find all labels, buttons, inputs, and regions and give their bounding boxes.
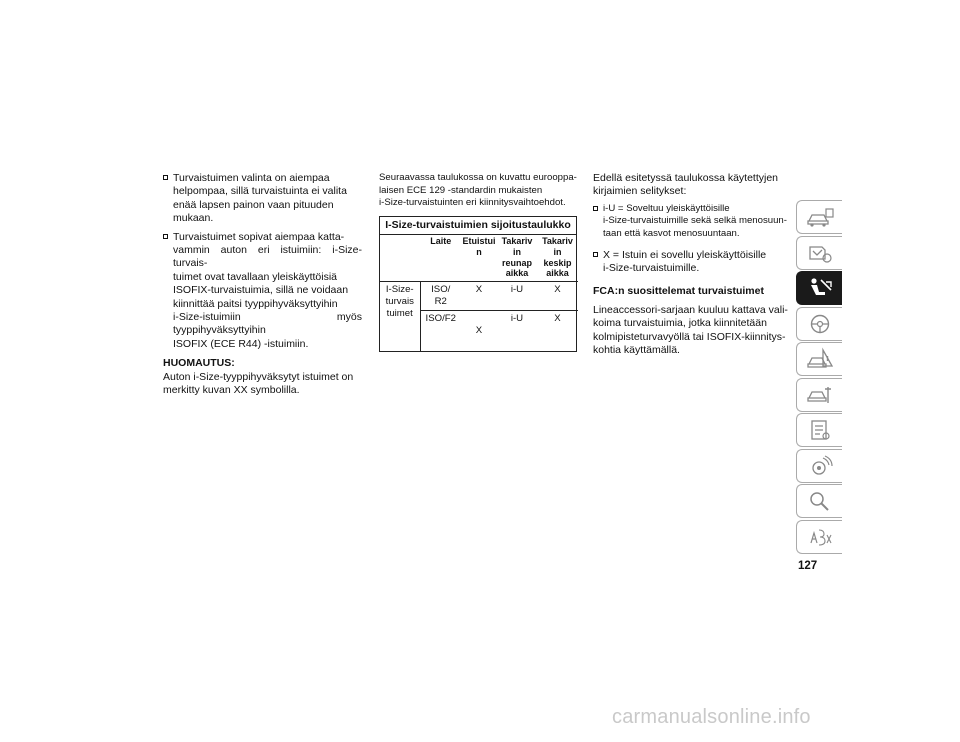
bullet-square-icon bbox=[593, 206, 598, 211]
middle-intro: Seuraavassa taulukossa on kuvattu eurooppa- laisen ECE 129 -standardin mukaisten i-Size-turvaistuinten eri kiinnitysvaihtoehdot. bbox=[379, 172, 577, 209]
index-icon bbox=[805, 525, 835, 549]
table-header-cell bbox=[380, 235, 420, 282]
bullet-square-icon bbox=[163, 234, 168, 239]
section-heading: FCA:n suosittelemat turvaistuimet bbox=[593, 285, 764, 298]
tab-seat-safety[interactable] bbox=[796, 271, 842, 305]
tab-specifications[interactable] bbox=[796, 413, 842, 447]
car-info-icon bbox=[805, 205, 835, 229]
legend-iu: i-U = Soveltuu yleiskäyttöisille i-Size-turvaistuimille sekä selkä menosuun- taan että kasvot menosuuntaan. bbox=[593, 203, 792, 241]
tab-multimedia[interactable] bbox=[796, 449, 842, 483]
left-column bbox=[163, 172, 362, 398]
steering-wheel-icon bbox=[805, 312, 835, 336]
table-cell: i-U bbox=[510, 312, 524, 324]
watermark: carmanualsonline.info bbox=[612, 706, 811, 728]
table-header-cell: Laite bbox=[420, 235, 461, 282]
note-text-line: merkitty kuvan XX symbolilla. bbox=[163, 384, 300, 397]
seat-safety-icon bbox=[805, 276, 835, 300]
note-heading: HUOMAUTUS: bbox=[163, 357, 235, 370]
table-cell: X bbox=[537, 282, 578, 311]
table-cell: i-U bbox=[497, 282, 537, 311]
note-text-line: Auton i-Size-tyyppihyväksytyt istuimet on bbox=[163, 370, 354, 383]
table-header-cell: Takariv in keskip aikka bbox=[537, 235, 578, 282]
tab-car-service[interactable] bbox=[796, 378, 842, 412]
multimedia-icon bbox=[805, 454, 835, 478]
isize-placement-table bbox=[379, 216, 577, 352]
bullet-seat-compatibility: Turvaistuimet sopivat aiempaa katta- vammin auton eri istuimiin: i-Size-turvais- tuimet ovat tavallaan yleiskäyttöisiä ISOFIX-turvaistuimia, sillä ne voidaan kiinnittää paitsi tyyppihyväksyttyihin i-Size-istuimiin myös tyyppihyväksyttyihin ISOFIX (ECE R44) -istuimiin. bbox=[163, 231, 362, 352]
tab-search[interactable] bbox=[796, 484, 842, 518]
tab-car-info[interactable] bbox=[796, 200, 842, 234]
table-group-label: I-Size- turvais tuimet bbox=[380, 282, 420, 351]
table-cell: X bbox=[461, 282, 497, 311]
specifications-icon bbox=[805, 418, 835, 442]
tab-dashboard-lights[interactable] bbox=[796, 236, 842, 270]
search-icon bbox=[805, 489, 835, 513]
page-number: 127 bbox=[798, 560, 818, 572]
emergency-icon bbox=[805, 347, 835, 371]
chapter-tabs bbox=[796, 200, 842, 555]
dashboard-lights-icon bbox=[805, 241, 835, 265]
legend-x: X = Istuin ei sovellu yleiskäyttöisille i-Size-turvaistuimille. bbox=[593, 249, 792, 276]
tab-steering-wheel[interactable] bbox=[796, 307, 842, 341]
table-cell: X bbox=[475, 324, 483, 336]
bullet-seat-selection: Turvaistuimen valinta on aiempaa helpompaa, sillä turvaistuinta ei valita enää lapsen painon vaan pituuden mukaan. bbox=[163, 172, 362, 226]
table-cell: X bbox=[554, 312, 561, 324]
bullet-square-icon bbox=[593, 252, 598, 257]
tab-index[interactable] bbox=[796, 520, 842, 554]
table-header-cell: Takariv in reunap aikka bbox=[497, 235, 537, 282]
bullet-square-icon bbox=[163, 175, 168, 180]
tab-emergency[interactable] bbox=[796, 342, 842, 376]
table-header-row bbox=[380, 235, 578, 282]
table-header-cell: Etuistui n bbox=[461, 235, 497, 282]
right-column: Edellä esitetyssä taulukossa käytettyjen kirjaimien selitykset: i-U = Soveltuu yleiskäyttöisille i-Size-turvaistuimille sekä selkä menosuun- taan että kasvot menosuuntaan. X = Istuin ei sovellu yleiskäyttöisille i-Size-turvaistuimille. FCA:n suosittelemat turvaistuimet Lineaccessori-sarjaan kuuluu kattava vali- koima turvaistuimia, jotka kiinnitetään kolmipisteturvavyöllä tai ISOFIX-kiinnitys- kohtia käyttämällä. bbox=[593, 172, 792, 357]
table-title: I-Size-turvaistuimien sijoitustaulukko bbox=[380, 217, 576, 235]
car-service-icon bbox=[805, 383, 835, 407]
table-row bbox=[380, 282, 578, 311]
table-cell: ISO/F2 bbox=[425, 312, 456, 324]
table-cell: ISO/ R2 bbox=[420, 282, 461, 311]
